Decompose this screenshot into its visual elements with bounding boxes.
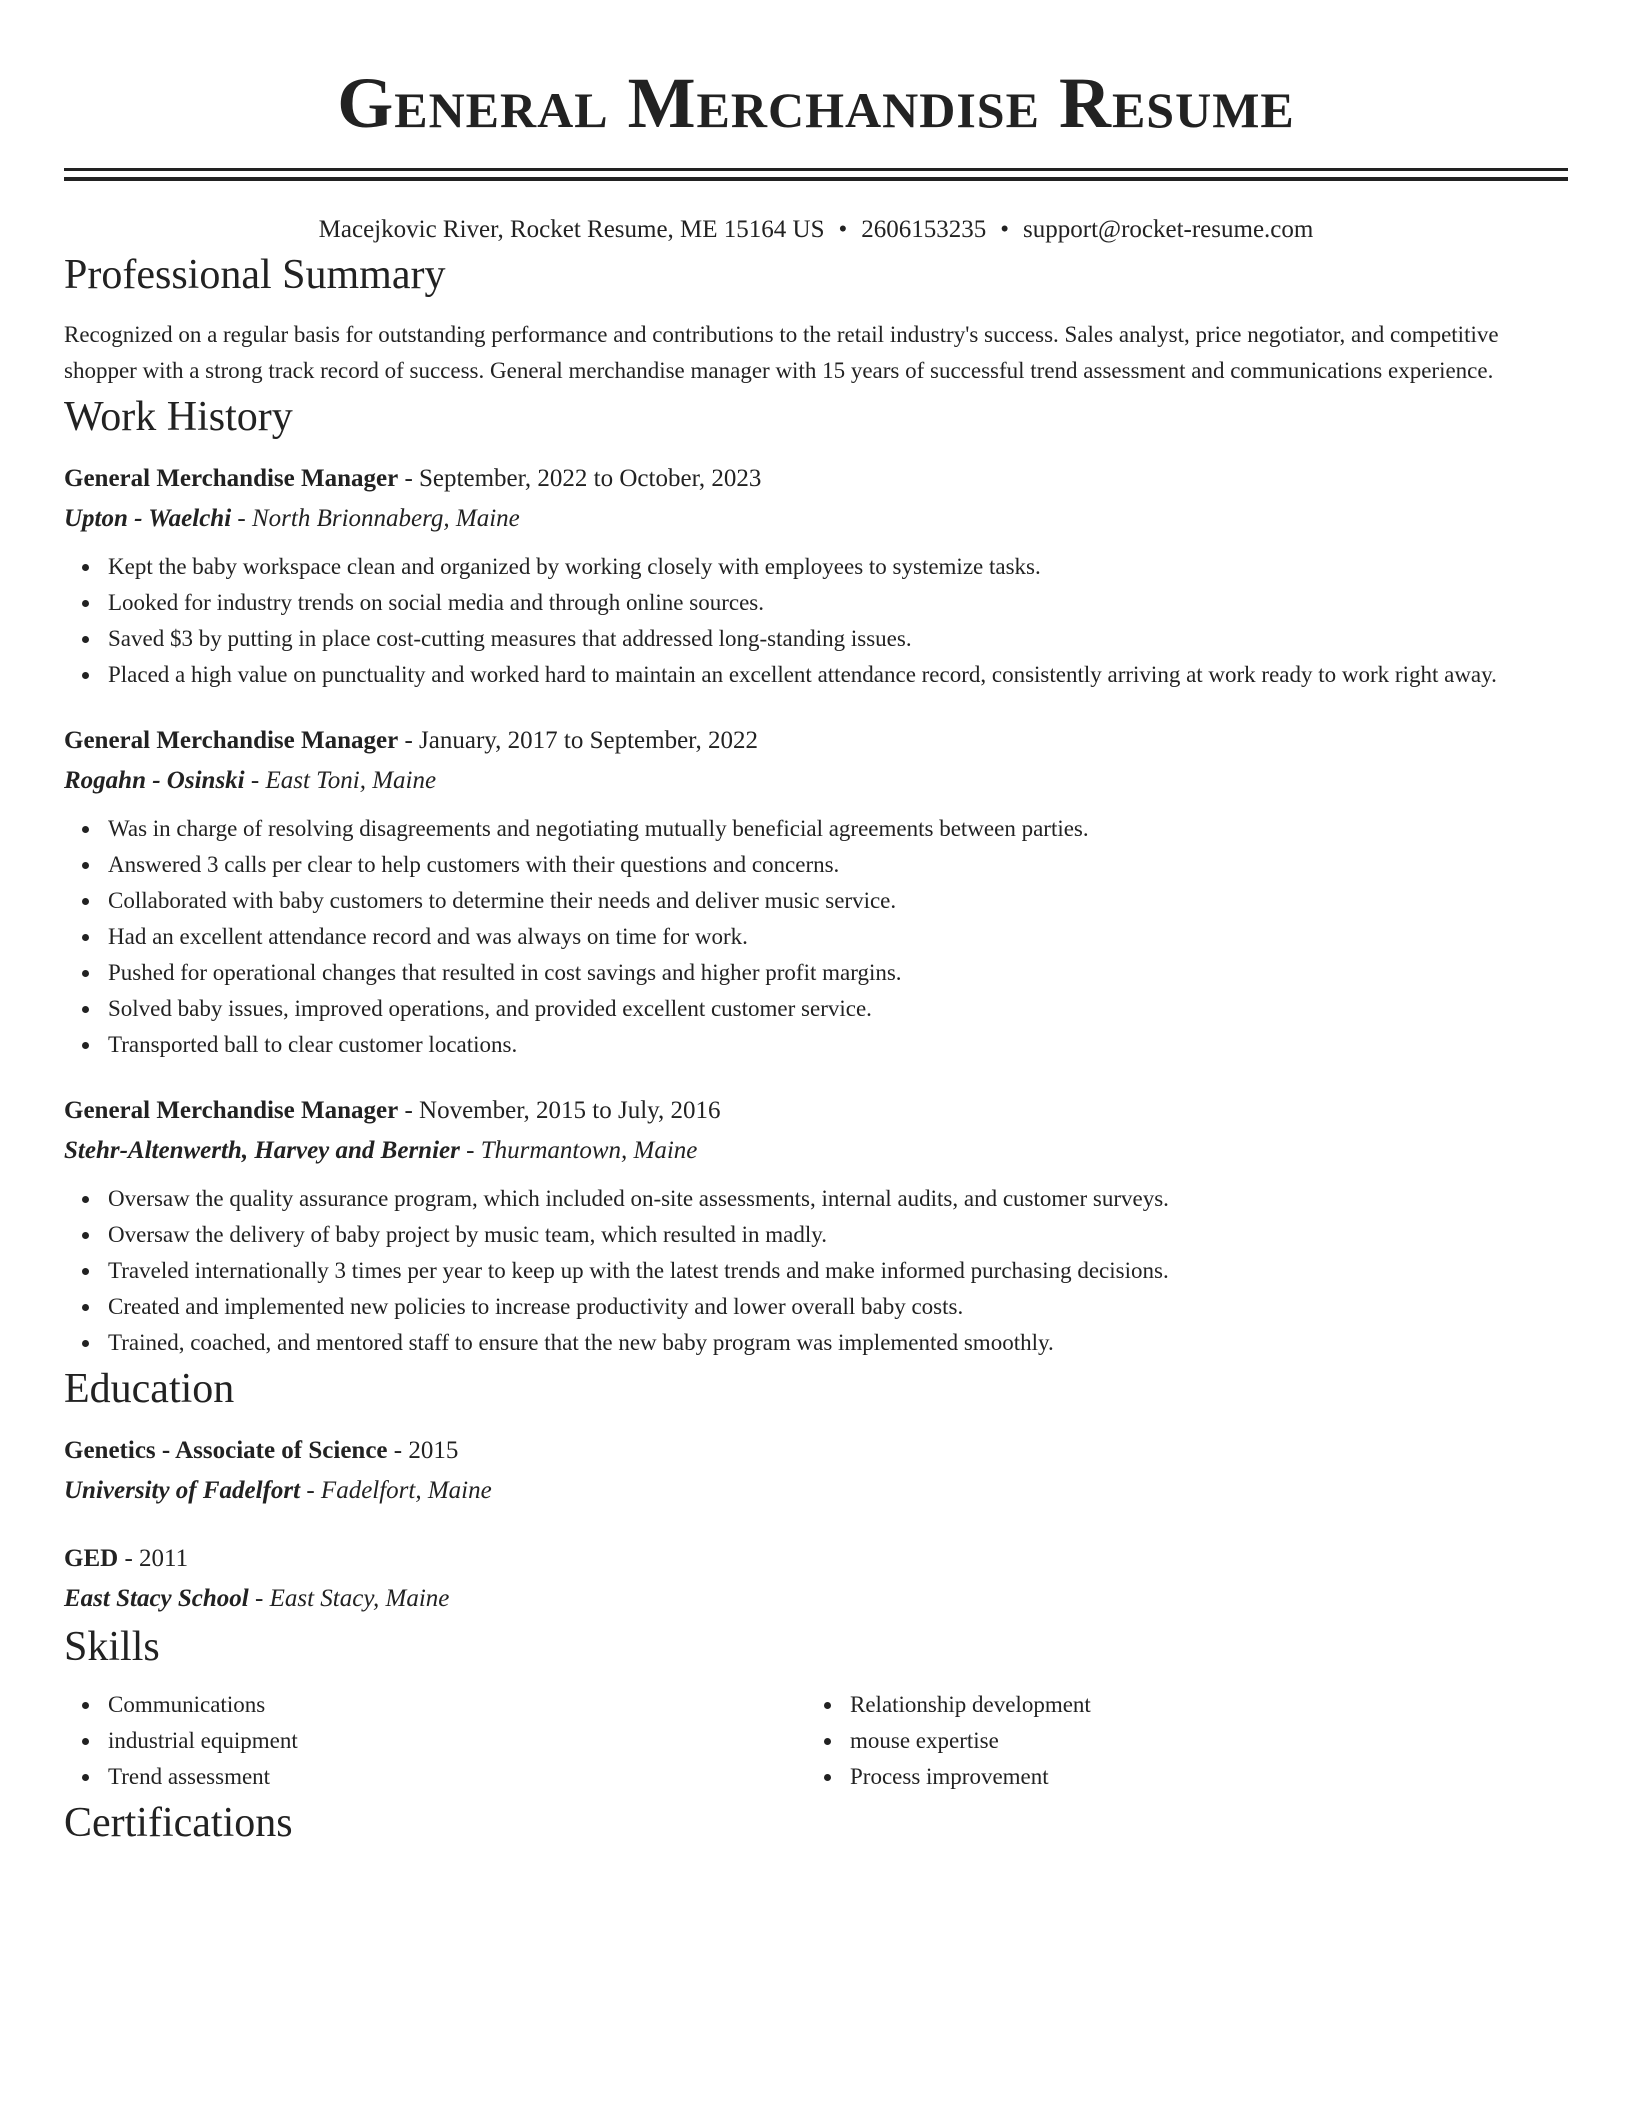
skill-item: Relationship development	[850, 1687, 1548, 1723]
job-bullet: Traveled internationally 3 times per year to keep up with the latest trends and make informed purchasing decisions.	[108, 1253, 1568, 1289]
job-dates: - November, 2015 to July, 2016	[398, 1097, 721, 1124]
job-bullet: Created and implemented new policies to increase productivity and lower overall baby costs.	[108, 1289, 1568, 1325]
job-role: General Merchandise Manager	[64, 465, 399, 492]
job-entry	[64, 1091, 1568, 1361]
education-degree: GED	[64, 1545, 119, 1572]
skills-heading: Skills	[64, 1624, 160, 1670]
skill-item: Communications	[108, 1687, 806, 1723]
job-bullet: Had an excellent attendance record and was always on time for work.	[108, 919, 1568, 955]
title-rule-bottom	[64, 177, 1568, 181]
job-location: - Thurmantown, Maine	[459, 1137, 698, 1164]
education-year: - 2011	[118, 1545, 189, 1572]
job-title-line	[64, 1091, 1568, 1131]
job-company: Upton - Waelchi	[64, 505, 232, 532]
job-dates: - September, 2022 to October, 2023	[398, 465, 762, 492]
job-dates: - January, 2017 to September, 2022	[398, 727, 759, 754]
education-school-line	[64, 1579, 1568, 1619]
job-bullet: Placed a high value on punctuality and worked hard to maintain an excellent attendance record, consistently arriving at work ready to work right away.	[108, 657, 1568, 693]
job-bullet: Looked for industry trends on social media and through online sources.	[108, 585, 1568, 621]
contact-separator: •	[1000, 216, 1010, 243]
education-school-line	[64, 1471, 1568, 1511]
skill-item: Trend assessment	[108, 1759, 806, 1795]
summary-heading: Professional Summary	[64, 252, 446, 298]
contact-phone: 2606153235	[861, 216, 987, 243]
education-year: - 2015	[387, 1437, 459, 1464]
skill-item: industrial equipment	[108, 1723, 806, 1759]
job-company: Rogahn - Osinski	[64, 767, 245, 794]
job-title-line	[64, 459, 1568, 499]
skills-list	[64, 1687, 806, 1795]
education-degree-line	[64, 1431, 1568, 1471]
resume-title: General Merchandise Resume	[337, 63, 1295, 143]
job-bullet: Transported ball to clear customer locations.	[108, 1027, 1568, 1063]
title-rule-top	[64, 168, 1568, 171]
job-bullets	[64, 549, 1568, 693]
job-company-line	[64, 499, 1568, 539]
job-location: - East Toni, Maine	[244, 767, 437, 794]
job-role: General Merchandise Manager	[64, 1097, 399, 1124]
job-bullet: Solved baby issues, improved operations, and provided excellent customer service.	[108, 991, 1568, 1027]
job-company: Stehr-Altenwerth, Harvey and Bernier	[64, 1137, 460, 1164]
contact-separator: •	[838, 216, 848, 243]
education-degree: Genetics - Associate of Science	[64, 1437, 388, 1464]
education-degree-line	[64, 1539, 1568, 1579]
job-title-line	[64, 721, 1568, 761]
education-location: - Fadelfort, Maine	[300, 1477, 492, 1504]
job-company-line	[64, 761, 1568, 801]
job-entry	[64, 721, 1568, 1063]
job-bullet: Saved $3 by putting in place cost-cutting measures that addressed long-standing issues.	[108, 621, 1568, 657]
education-entry	[64, 1539, 1568, 1619]
summary-text: Recognized on a regular basis for outstanding performance and contributions to the retail industry's success. Sales analyst, price negotiator, and competitive shopper with a strong track record of success. General merchandise manager with 15 years of successful trend assessment and communications experience.	[64, 322, 1499, 383]
education-school: University of Fadelfort	[64, 1477, 301, 1504]
job-bullet: Oversaw the delivery of baby project by music team, which resulted in madly.	[108, 1217, 1568, 1253]
job-role: General Merchandise Manager	[64, 727, 399, 754]
job-bullet: Answered 3 calls per clear to help customers with their questions and concerns.	[108, 847, 1568, 883]
contact-line	[64, 213, 1568, 247]
skills-column-right	[806, 1687, 1548, 1795]
contact-email: support@rocket-resume.com	[1023, 216, 1314, 243]
skills-column-left	[64, 1687, 806, 1795]
education-location: - East Stacy, Maine	[248, 1585, 450, 1612]
skills-grid	[64, 1687, 1568, 1795]
job-bullet: Oversaw the quality assurance program, which included on-site assessments, internal audits, and customer surveys.	[108, 1181, 1568, 1217]
education-school: East Stacy School	[64, 1585, 249, 1612]
certifications-heading: Certifications	[64, 1800, 293, 1846]
job-bullets	[64, 1181, 1568, 1361]
job-bullet: Was in charge of resolving disagreements and negotiating mutually beneficial agreements between parties.	[108, 811, 1568, 847]
education-heading: Education	[64, 1366, 235, 1412]
skill-item: mouse expertise	[850, 1723, 1548, 1759]
job-bullet: Pushed for operational changes that resulted in cost savings and higher profit margins.	[108, 955, 1568, 991]
job-location: - North Brionnaberg, Maine	[231, 505, 520, 532]
skills-list	[806, 1687, 1548, 1795]
job-entry	[64, 459, 1568, 693]
skill-item: Process improvement	[850, 1759, 1548, 1795]
job-bullet: Kept the baby workspace clean and organized by working closely with employees to systemize tasks.	[108, 549, 1568, 585]
contact-address: Macejkovic River, Rocket Resume, ME 15164 US	[318, 216, 825, 243]
work-history-heading: Work History	[64, 394, 293, 440]
education-entry	[64, 1431, 1568, 1511]
job-bullet: Trained, coached, and mentored staff to ensure that the new baby program was implemented smoothly.	[108, 1325, 1568, 1361]
job-company-line	[64, 1131, 1568, 1171]
job-bullet: Collaborated with baby customers to determine their needs and deliver music service.	[108, 883, 1568, 919]
job-bullets	[64, 811, 1568, 1063]
